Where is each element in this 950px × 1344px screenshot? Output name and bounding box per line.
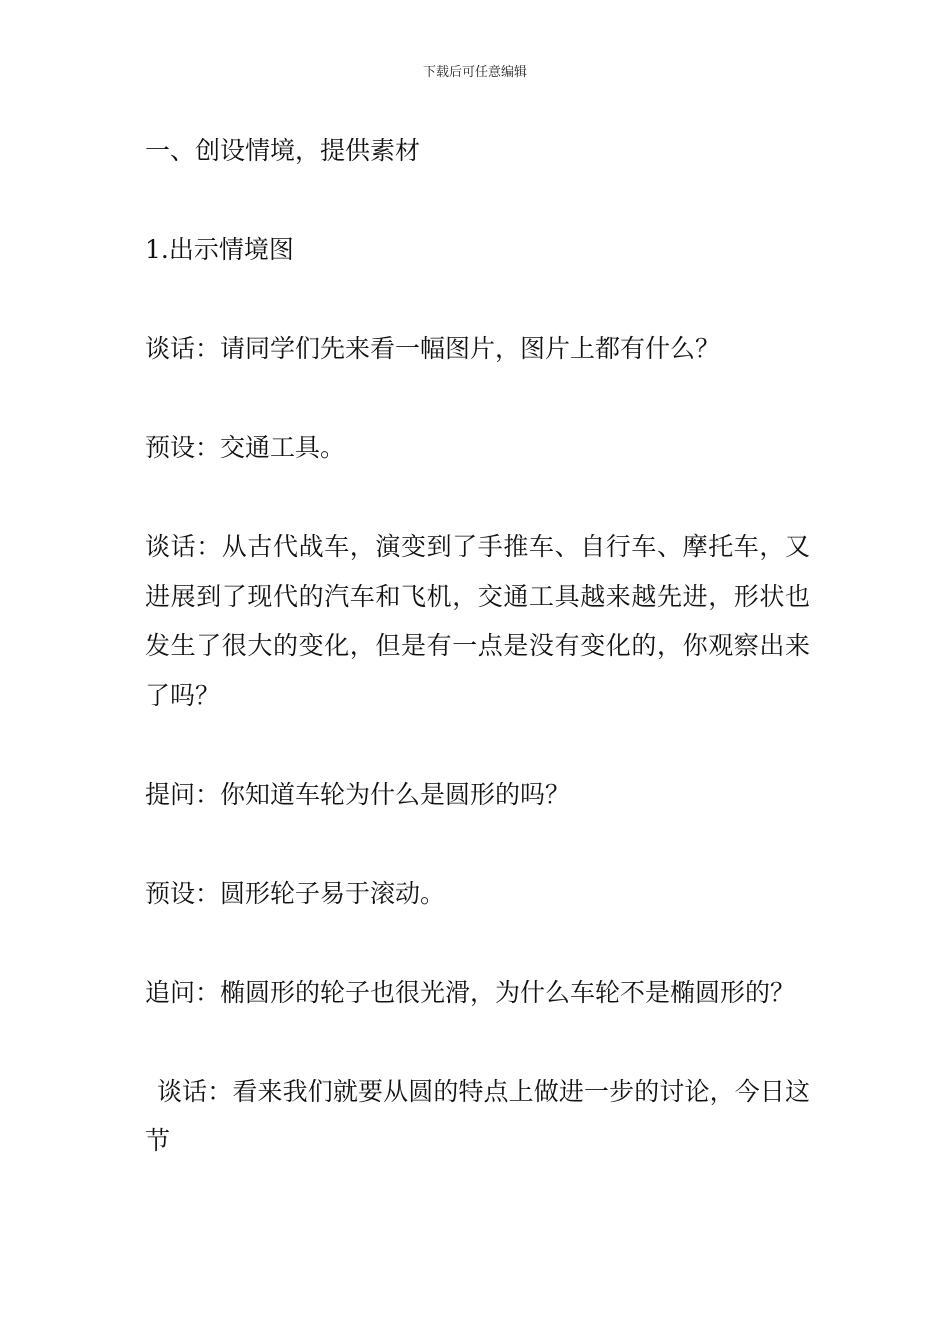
- section-heading: 一、创设情境，提供素材: [145, 136, 421, 165]
- paragraph: 追问：椭圆形的轮子也很光滑，为什么车轮不是椭圆形的？: [145, 977, 796, 1007]
- page-header-note: 下载后可任意编辑: [422, 65, 527, 80]
- paragraph: 预设：圆形轮子易于滚动。: [145, 878, 446, 908]
- document-body: [145, 126, 810, 1215]
- paragraph: 谈话：请同学们先来看一幅图片，图片上都有什么？: [145, 334, 721, 363]
- paragraph: 提问：你知道车轮为什么是圆形的吗？: [145, 779, 571, 809]
- step-heading: 1.出示情境图: [145, 235, 294, 264]
- paragraph: 谈话：看来我们就要从圆的特点上做进一步的讨论，今日这节: [145, 1076, 810, 1155]
- paragraph: 预设：交通工具。: [145, 433, 346, 462]
- paragraph: 谈话：从古代战车，演变到了手推车、自行车、摩托车，又进展到了现代的汽车和飞机，交通工具越来越先进，形状也发生了很大的变化，但是有一点是没有变化的，你观察出来了吗？: [145, 532, 810, 710]
